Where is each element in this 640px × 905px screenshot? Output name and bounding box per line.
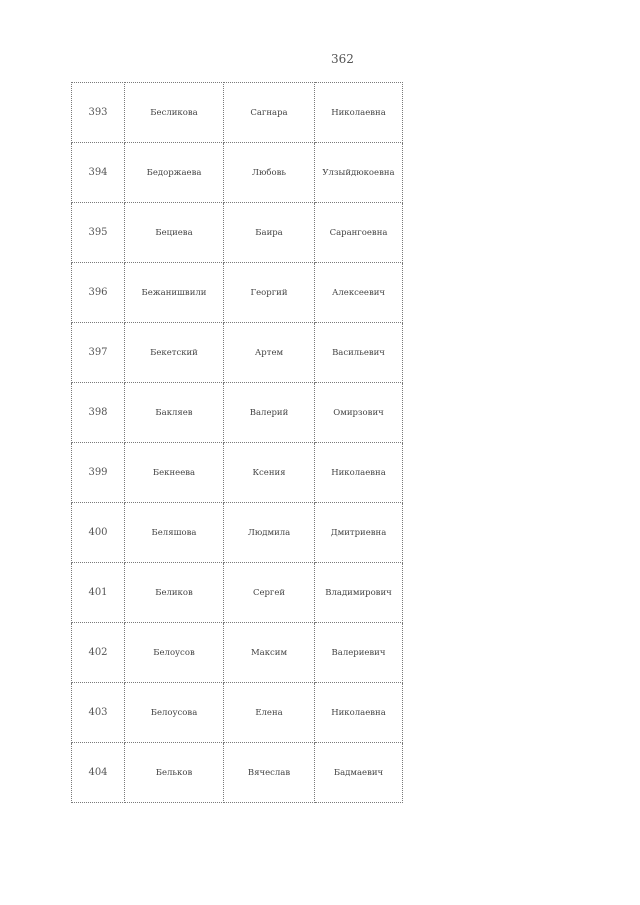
first-name-cell: Валерий: [224, 383, 315, 443]
table-row: [72, 743, 403, 803]
row-number-cell: 404: [72, 743, 125, 803]
names-table: [71, 82, 403, 803]
patronymic-cell: Николаевна: [315, 83, 403, 143]
patronymic-cell: Николаевна: [315, 683, 403, 743]
first-name-cell: Артем: [224, 323, 315, 383]
patronymic-cell: Бадмаевич: [315, 743, 403, 803]
patronymic-cell: Валериевич: [315, 623, 403, 683]
first-name-cell: Людмила: [224, 503, 315, 563]
surname-cell: Беляшова: [125, 503, 224, 563]
patronymic-cell: Дмитриевна: [315, 503, 403, 563]
table-row: [72, 683, 403, 743]
row-number-cell: 393: [72, 83, 125, 143]
row-number-cell: 400: [72, 503, 125, 563]
first-name-cell: Ксения: [224, 443, 315, 503]
table-row: [72, 83, 403, 143]
first-name-cell: Сагнара: [224, 83, 315, 143]
row-number-cell: 402: [72, 623, 125, 683]
row-number-cell: 403: [72, 683, 125, 743]
table-row: [72, 443, 403, 503]
surname-cell: Бекнеева: [125, 443, 224, 503]
surname-cell: Бециева: [125, 203, 224, 263]
first-name-cell: Вячеслав: [224, 743, 315, 803]
surname-cell: Бедоржаева: [125, 143, 224, 203]
patronymic-cell: Улзыйдюкоевна: [315, 143, 403, 203]
first-name-cell: Георгий: [224, 263, 315, 323]
first-name-cell: Любовь: [224, 143, 315, 203]
row-number-cell: 396: [72, 263, 125, 323]
surname-cell: Бесликова: [125, 83, 224, 143]
table-row: [72, 263, 403, 323]
patronymic-cell: Николаевна: [315, 443, 403, 503]
surname-cell: Белоусова: [125, 683, 224, 743]
surname-cell: Белоусов: [125, 623, 224, 683]
first-name-cell: Максим: [224, 623, 315, 683]
row-number-cell: 394: [72, 143, 125, 203]
patronymic-cell: Владимирович: [315, 563, 403, 623]
table-row: [72, 623, 403, 683]
first-name-cell: Елена: [224, 683, 315, 743]
surname-cell: Бежанишвили: [125, 263, 224, 323]
table-row: [72, 203, 403, 263]
table-row: [72, 323, 403, 383]
table-row: [72, 143, 403, 203]
patronymic-cell: Васильевич: [315, 323, 403, 383]
table-row: [72, 503, 403, 563]
surname-cell: Бекетский: [125, 323, 224, 383]
table-row: [72, 563, 403, 623]
patronymic-cell: Омирзович: [315, 383, 403, 443]
row-number-cell: 395: [72, 203, 125, 263]
row-number-cell: 401: [72, 563, 125, 623]
surname-cell: Бакляев: [125, 383, 224, 443]
row-number-cell: 398: [72, 383, 125, 443]
first-name-cell: Сергей: [224, 563, 315, 623]
patronymic-cell: Алексеевич: [315, 263, 403, 323]
patronymic-cell: Сарангоевна: [315, 203, 403, 263]
first-name-cell: Баира: [224, 203, 315, 263]
surname-cell: Бельков: [125, 743, 224, 803]
row-number-cell: 397: [72, 323, 125, 383]
page-number: 362: [331, 52, 354, 66]
surname-cell: Беликов: [125, 563, 224, 623]
row-number-cell: 399: [72, 443, 125, 503]
table-row: [72, 383, 403, 443]
